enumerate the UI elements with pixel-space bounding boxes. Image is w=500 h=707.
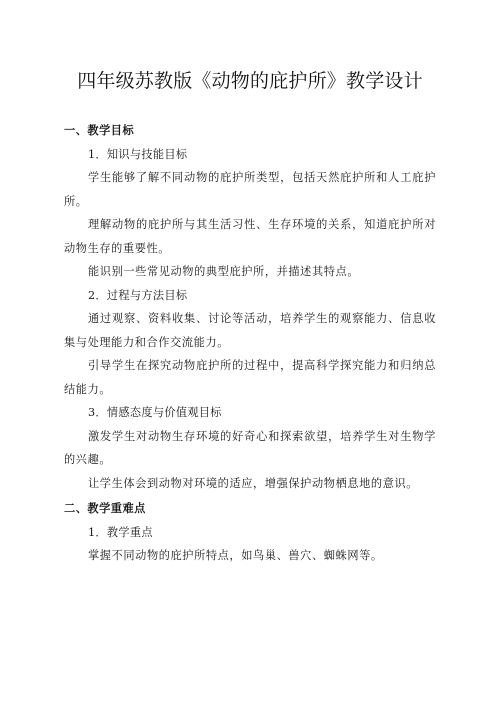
section-heading-key-points: 二、教学重难点: [64, 502, 146, 515]
paragraph: 激发学生对动物生存环境的好奇心和探索欲望，培养学生对生物学的兴趣。: [64, 429, 436, 466]
paragraph: 让学生体会到动物对环境的适应，增强保护动物栖息地的意识。: [88, 476, 419, 490]
subheading-knowledge-skills: 1．知识与技能目标: [88, 147, 188, 161]
subheading-process-methods: 2．过程与方法目标: [88, 288, 188, 302]
document-body: [64, 119, 436, 568]
subheading-attitudes-values: 3．情感态度与价值观目标: [88, 406, 222, 419]
paragraph: 学生能够了解不同动物的庇护所类型，包括天然庇护所和人工庇护所。: [64, 171, 436, 208]
document-title: 四年级苏教版《动物的庇护所》教学设计: [77, 70, 423, 92]
paragraph: 通过观察、资料收集、讨论等活动，培养学生的观察能力、信息收集与处理能力和合作交流能力。: [64, 312, 436, 349]
subheading-teaching-focus: 1．教学重点: [88, 525, 153, 539]
section-heading-objectives: 一、教学目标: [64, 124, 135, 137]
paragraph: 掌握不同动物的庇护所特点，如鸟巢、兽穴、蜘蛛网等。: [88, 549, 383, 562]
paragraph: 引导学生在探究动物庇护所的过程中，提高科学探究能力和归纳总结能力。: [64, 359, 436, 396]
paragraph: 理解动物的庇护所与其生活习性、生存环境的关系，知道庇护所对动物生存的重要性。: [64, 218, 436, 255]
paragraph: 能识别一些常见动物的典型庇护所，并描述其特点。: [88, 265, 360, 278]
